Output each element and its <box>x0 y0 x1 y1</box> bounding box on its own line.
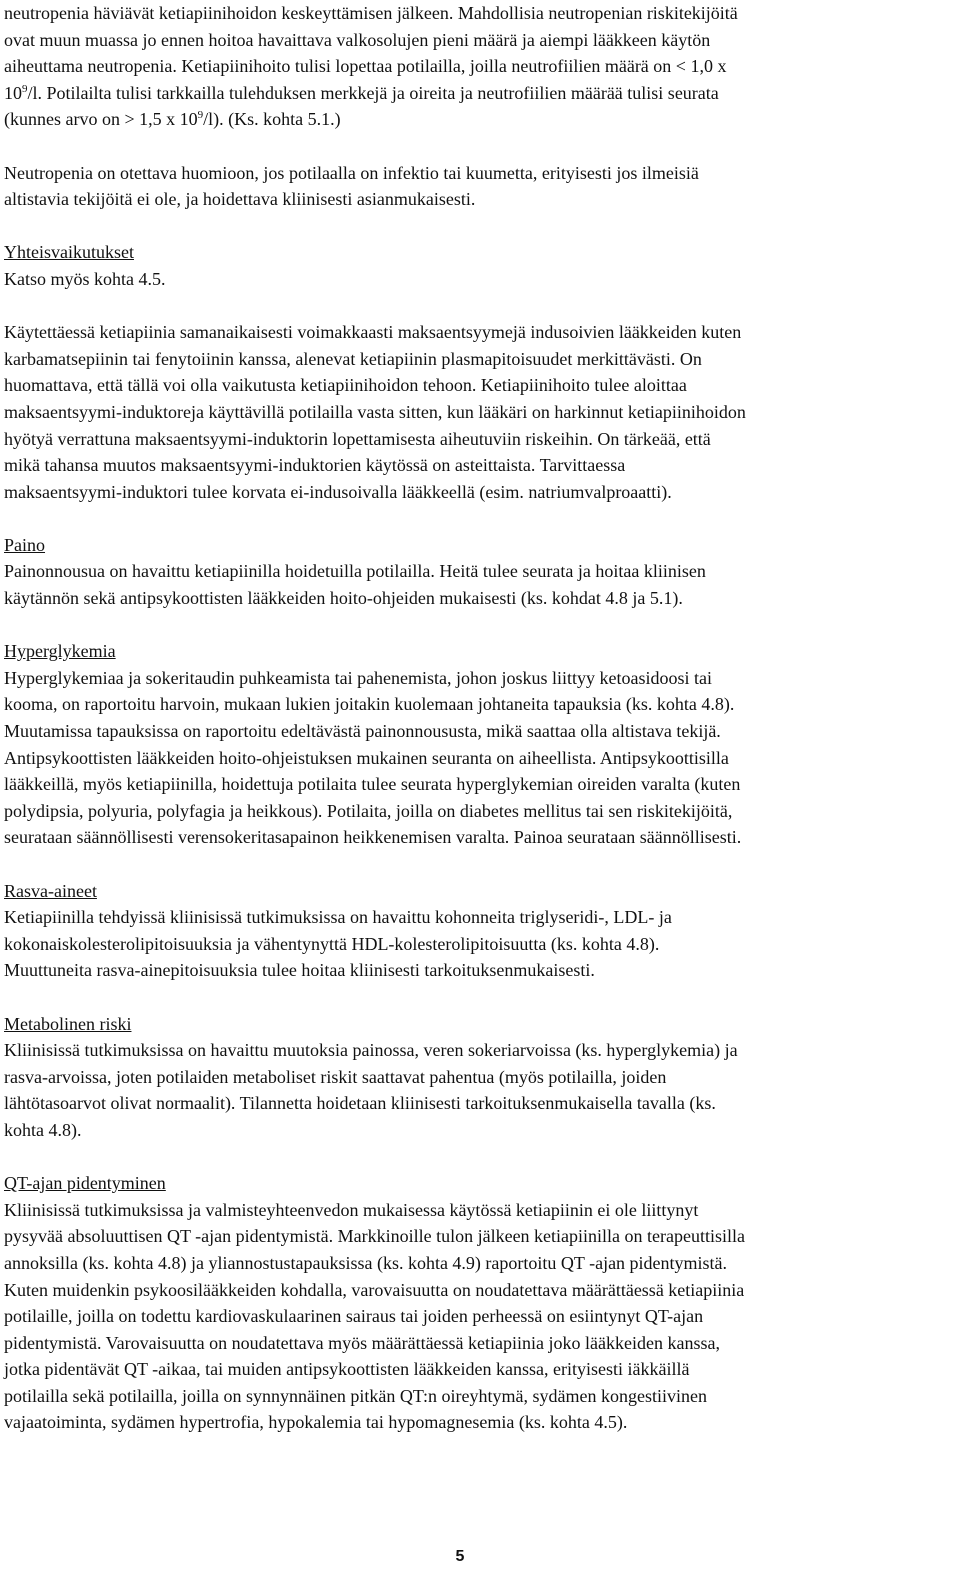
page-number: 5 <box>455 1548 465 1565</box>
text-line: pidentymistä. Varovaisuutta on noudatettava myös määrättäessä ketiapiinia joko lääkkeiden kanssa, <box>4 1332 720 1353</box>
weight-section <box>4 532 952 612</box>
paragraph-gap <box>4 505 952 532</box>
qt-prolongation-section <box>4 1170 952 1436</box>
text-line: huomattava, että tällä voi olla vaikutusta ketiapiinihoidon tehoon. Ketiapiinihoito tulee aloittaa <box>4 375 687 396</box>
superscript-exponent: 9 <box>22 82 28 95</box>
text-line: maksaentsyymi-induktori tulee korvata ei-indusoivalla lääkkeellä (esim. natriumvalproaatti). <box>4 481 672 502</box>
paragraph-gap <box>4 851 952 878</box>
text-fragment: 10 <box>4 82 22 103</box>
text-line: ovat muun muassa jo ennen hoitoa havaittava valkosolujen pieni määrä ja aiempi lääkkeen käytön <box>4 29 711 50</box>
paragraph-gap <box>4 612 952 639</box>
superscript-exponent: 9 <box>197 109 204 122</box>
paragraph-gap <box>4 213 952 240</box>
text-line: jotka pidentävät QT -aikaa, tai muiden antipsykoottisten lääkkeiden kanssa, erityisesti iäkkäillä <box>4 1359 690 1380</box>
text-line: karbamatsepiinin tai fenytoiinin kanssa, alenevat ketiapiinin plasmapitoisuudet merkittävästi. On <box>4 348 702 369</box>
hyperglycemia-section <box>4 638 952 851</box>
text-line: lääkkeillä, myös ketiapiinilla, hoidettuja potilaita tulee seurata hyperglykemian oireiden varalta (kuten <box>4 774 741 795</box>
text-line: Katso myös kohta 4.5. <box>4 268 166 289</box>
lipids-section <box>4 878 952 984</box>
interactions-section <box>4 239 952 292</box>
neutropenia-continuation-paragraph <box>4 0 952 133</box>
section-heading-metabolic-risk: Metabolinen riski <box>4 1013 132 1034</box>
text-line: kohta 4.8). <box>4 1119 82 1140</box>
section-heading-qt-prolongation: QT-ajan pidentyminen <box>4 1173 166 1194</box>
paragraph-gap <box>4 1144 952 1171</box>
text-fragment: (kunnes arvo on > 1,5 x 10 <box>4 109 198 130</box>
paragraph-gap <box>4 984 952 1011</box>
text-fragment: /l. Potilailta tulisi tarkkailla tulehduksen merkkejä ja oireita ja neutrofiilien määrää tulisi seurata <box>27 82 719 103</box>
neutropenia-note-paragraph <box>4 160 952 213</box>
text-line: Neutropenia on otettava huomioon, jos potilaalla on infektio tai kuumetta, erityisesti jos ilmeisiä <box>4 162 699 183</box>
text-line: Kliinisissä tutkimuksissa on havaittu muutoksia painossa, veren sokeriarvoissa (ks. hyperglykemia) ja <box>4 1040 738 1061</box>
text-line: seurataan säännöllisesti verensokeritasapainon heikkenemisen varalta. Painoa seurataan säännöllisesti. <box>4 827 742 848</box>
text-line: Muutamissa tapauksissa on raportoitu edeltävästä painonnoususta, mikä saattaa olla altistava tekijä. <box>4 721 721 742</box>
text-line: Kliinisissä tutkimuksissa ja valmisteyhteenvedon mukaisessa käytössä ketiapiinin ei ole liittynyt <box>4 1199 699 1220</box>
text-line: altistavia tekijöitä ei ole, ja hoidettava kliinisesti asianmukaisesti. <box>4 189 476 210</box>
text-line: annoksilla (ks. kohta 4.8) ja yliannostustapauksissa (ks. kohta 4.9) raportoitu QT -ajan pidentymistä. <box>4 1252 728 1273</box>
metabolic-risk-section <box>4 1011 952 1144</box>
text-line: vajaatoiminta, sydämen hypertrofia, hypokalemia tai hypomagnesemia (ks. kohta 4.5). <box>4 1412 628 1433</box>
text-line: kokonaiskolesterolipitoisuuksia ja vähentynyttä HDL-kolesterolipitoisuutta (ks. kohta 4.8). <box>4 933 660 954</box>
paragraph-gap <box>4 133 952 160</box>
text-line: polydipsia, polyuria, polyfagia ja heikkous). Potilaita, joilla on diabetes mellitus tai sen riskitekijöitä, <box>4 800 733 821</box>
paragraph-gap <box>4 293 952 320</box>
text-line: kooma, on raportoitu harvoin, mukaan lukien joitakin kuolemaan johtaneita tapauksia (ks. kohta 4.8). <box>4 694 735 715</box>
text-line: käytännön sekä antipsykoottisten lääkkeiden hoito-ohjeiden mukaisesti (ks. kohdat 4.8 ja 5.1). <box>4 588 683 609</box>
text-line: potilaille, joilla on todettu kardiovaskulaarinen sairaus tai joiden perheessä on esiintynyt QT-ajan <box>4 1306 704 1327</box>
section-heading-weight: Paino <box>4 534 46 555</box>
text-fragment: /l). (Ks. kohta 5.1.) <box>203 109 341 130</box>
text-line <box>4 80 952 107</box>
text-line: pysyvää absoluuttisen QT -ajan pidentymistä. Markkinoille tulon jälkeen ketiapiinilla on terapeuttisilla <box>4 1226 745 1247</box>
section-heading-hyperglycemia: Hyperglykemia <box>4 641 116 662</box>
section-heading-interactions: Yhteisvaikutukset <box>4 242 134 263</box>
text-line: Ketiapiinilla tehdyissä kliinisissä tutkimuksissa on havaittu kohonneita triglyseridi-, LDL- ja <box>4 907 672 928</box>
text-line: lähtötasoarvot olivat normaalit). Tilannetta hoidetaan kliinisesti tarkoituksenmukaisella tavalla (ks. <box>4 1093 716 1114</box>
text-line <box>4 106 952 133</box>
text-line: hyötyä verrattuna maksaentsyymi-induktorin lopettamisesta aiheutuviin riskeihin. On tärkeää, että <box>4 428 711 449</box>
document-page <box>4 0 952 1436</box>
text-line: rasva-arvoissa, joten potilaiden metaboliset riskit saattavat pahentua (myös potilailla, joiden <box>4 1066 667 1087</box>
enzyme-inducers-paragraph <box>4 319 952 505</box>
text-line: neutropenia häviävät ketiapiinihoidon keskeyttämisen jälkeen. Mahdollisia neutropenian riskitekijöitä <box>4 3 738 23</box>
text-line: mikä tahansa muutos maksaentsyymi-induktorien käytössä on asteittaista. Tarvittaessa <box>4 455 626 476</box>
text-line: Muuttuneita rasva-ainepitoisuuksia tulee hoitaa kliinisesti tarkoituksenmukaisesti. <box>4 960 595 981</box>
text-line: aiheuttama neutropenia. Ketiapiinihoito tulisi lopettaa potilailla, joilla neutrofiilien määrä on < 1,0 x <box>4 56 727 77</box>
text-line: Antipsykoottisten lääkkeiden hoito-ohjeistuksen mukainen seuranta on aiheellista. Antipsykoottisilla <box>4 747 729 768</box>
text-line: Kuten muidenkin psykoosilääkkeiden kohdalla, varovaisuutta on noudatettava määrättäessä ketiapiinia <box>4 1279 745 1300</box>
text-line: potilailla sekä potilailla, joilla on synnynnäinen pitkän QT:n oireyhtymä, sydämen kongestiivinen <box>4 1385 707 1406</box>
text-line: maksaentsyymi-induktoreja käyttävillä potilailla vasta sitten, kun lääkäri on harkinnut ketiapiinihoidon <box>4 401 746 422</box>
section-heading-lipids: Rasva-aineet <box>4 880 97 901</box>
text-line: Hyperglykemiaa ja sokeritaudin puhkeamista tai pahenemista, johon joskus liittyy ketoasidoosi tai <box>4 667 713 688</box>
text-line: Painonnousua on havaittu ketiapiinilla hoidetuilla potilailla. Heitä tulee seurata ja hoitaa kliinisen <box>4 561 706 582</box>
text-line: Käytettäessä ketiapiinia samanaikaisesti voimakkaasti maksaentsyymejä indusoivien lääkkeiden kuten <box>4 322 742 343</box>
